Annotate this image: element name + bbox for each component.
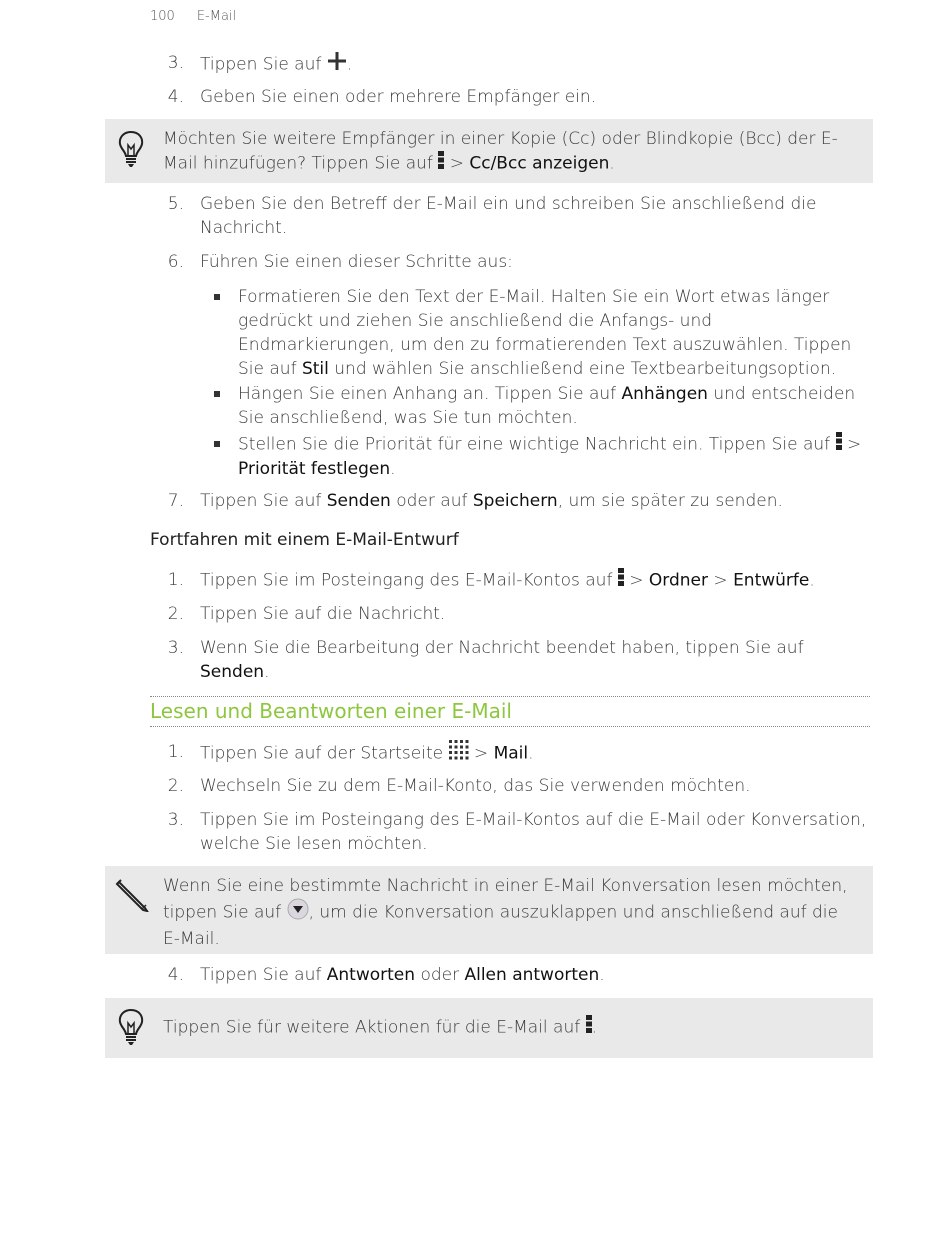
read-step-3: 3. Tippen Sie im Posteingang des E-Mail-Kontos auf die E-Mail oder Konversation, welche Sie lesen möchten. (150, 808, 870, 856)
bullet-marker (214, 441, 220, 447)
tip-box-actions (105, 998, 873, 1058)
apps-grid-icon (449, 740, 469, 767)
draft-step-2 (150, 602, 870, 626)
pencil-icon (115, 878, 149, 917)
step-3: 3. Tippen Sie auf . (150, 51, 870, 78)
expand-arrow-icon (287, 898, 309, 927)
bullet-marker (214, 294, 220, 300)
tip-text: Tippen Sie für weitere Aktionen für die E-Mail auf . (163, 1015, 853, 1040)
page-number: 100 (150, 9, 175, 24)
step-text: Geben Sie einen oder mehrere Empfänger ein. (200, 87, 597, 107)
step-5: 5. Geben Sie den Betreff der E-Mail ein und schreiben Sie anschließend die Nachricht. (150, 192, 870, 240)
step-number: 1. (167, 742, 184, 762)
step-number: 3. (167, 810, 184, 830)
plus-icon (327, 51, 347, 78)
step-number: 5. (167, 194, 184, 214)
section-rule-top (150, 696, 870, 697)
tip-text: Möchten Sie weitere Empfänger in einer Kopie (Cc) oder Blindkopie (Bcc) der E-Mail hinzufügen? Tippen Sie auf > Cc/Bcc anzeigen. (163, 127, 853, 176)
step-text: Tippen Sie auf die Nachricht. (200, 604, 446, 624)
read-step-2 (150, 774, 870, 798)
note-text: Wenn Sie eine bestimmte Nachricht in einer E-Mail Konversation lesen möchten, tippen Sie auf , um die Konversation auszuklappen und anschließend auf die E-Mail. (163, 876, 848, 949)
bullet-marker (214, 391, 220, 397)
page-header (150, 9, 258, 24)
step-text: Wechseln Sie zu dem E-Mail-Konto, das Sie verwenden möchten. (200, 776, 751, 796)
step-7: 7. Tippen Sie auf Senden oder auf Speichern, um sie später zu senden. (150, 489, 870, 513)
step-number: 4. (167, 965, 184, 985)
step-number: 1. (167, 570, 184, 590)
step-number: 3. (167, 53, 184, 73)
bullet-priority: Stellen Sie die Priorität für eine wichtige Nachricht ein. Tippen Sie auf > Priorität festlegen. (214, 432, 870, 481)
section-rule-bottom (150, 726, 870, 727)
draft-step-1: 1. Tippen Sie im Posteingang des E-Mail-Kontos auf > Ordner > Entwürfe. (150, 568, 870, 593)
draft-step-3: 3. Wenn Sie die Bearbeitung der Nachricht beendet haben, tippen Sie auf Senden. (150, 636, 870, 684)
step-4 (150, 85, 870, 109)
subheading-draft: Fortfahren mit einem E-Mail-Entwurf (150, 530, 459, 550)
section-title: Lesen und Beantworten einer E-Mail (150, 699, 512, 723)
note-box-conversation (105, 866, 873, 954)
step-number: 4. (167, 87, 184, 107)
read-step-1: 1. Tippen Sie auf der Startseite > Mail. (150, 740, 870, 767)
step-number: 2. (167, 604, 184, 624)
lightbulb-icon (115, 1007, 147, 1052)
step-6 (150, 250, 870, 274)
step-number: 6. (167, 252, 184, 272)
tip-box-cc-bcc (105, 119, 873, 183)
step-number: 3. (167, 638, 184, 658)
read-step-4: 4. Tippen Sie auf Antworten oder Allen antworten. (150, 963, 870, 987)
bullet-format-text: Formatieren Sie den Text der E-Mail. Halten Sie ein Wort etwas länger gedrückt und ziehen Sie anschließend die Anfangs- und Endmarkierungen, um den zu formatierenden Text auszuwählen. Tippen Sie auf Stil und wählen Sie anschließend eine Textbearbeitungsoption. (214, 285, 870, 381)
step-text: Führen Sie einen dieser Schritte aus: (200, 252, 513, 272)
step-number: 7. (167, 491, 184, 511)
step-number: 2. (167, 776, 184, 796)
lightbulb-icon (115, 129, 147, 174)
bullet-attachment: Hängen Sie einen Anhang an. Tippen Sie auf Anhängen und entscheiden Sie anschließend, was Sie tun möchten. (214, 382, 870, 430)
header-section: E-Mail (196, 9, 237, 24)
